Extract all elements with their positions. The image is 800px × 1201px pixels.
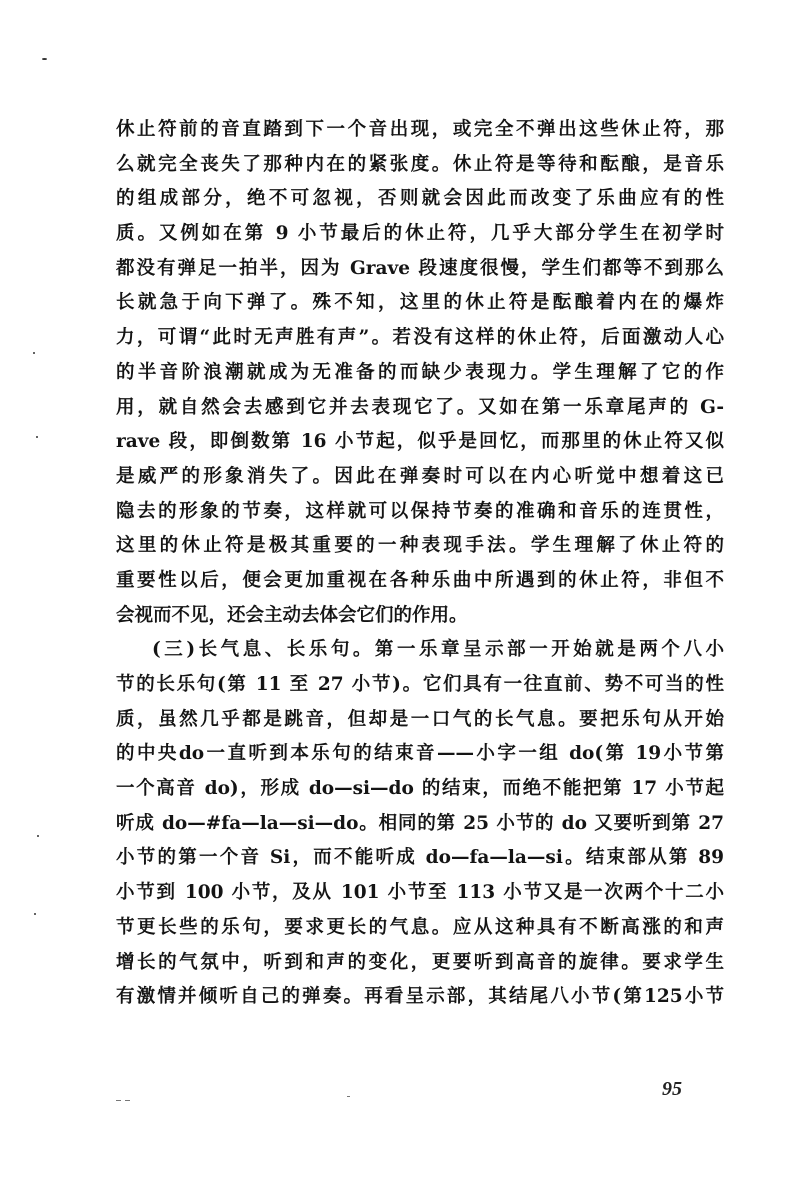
- text-line: 都没有弹足一拍半，因为 Grave 段速度很慢，学生们都等不到那么: [116, 257, 724, 279]
- body-text: [116, 113, 724, 1015]
- text-line: 么就完全丧失了那种内在的紧张度。休止符是等待和酝酿，是音乐: [116, 153, 724, 175]
- text-line: 一个高音 do)，形成 do—si—do 的结束，而绝不能把第 17 小节起: [116, 778, 724, 800]
- text-line: 小节到 100 小节，及从 101 小节至 113 小节又是一次两个十二小: [116, 882, 724, 904]
- scan-speck: [36, 436, 38, 438]
- text-line: 力，可谓“此时无声胜有声”。若没有这样的休止符，后面激动人心: [116, 327, 724, 349]
- scan-speck: [34, 913, 36, 915]
- text-line: 长就急于向下弹了。殊不知，这里的休止符是酝酿着内在的爆炸: [116, 292, 724, 314]
- page-number: 95: [662, 1078, 682, 1100]
- text-line: rave 段，即倒数第 16 小节起，似乎是回忆，而那里的休止符又似: [116, 431, 724, 453]
- scan-speck: [37, 835, 39, 837]
- text-line: 隐去的形象的节奏，这样就可以保持节奏的准确和音乐的连贯性，: [116, 500, 724, 522]
- scan-mark: [125, 1100, 130, 1101]
- scan-mark: [116, 1100, 121, 1101]
- text-line: 的中央do一直听到本乐句的结束音——小字一组 do(第 19小节第: [116, 743, 724, 765]
- paragraph-long-phrases: [116, 633, 724, 1015]
- text-line: 这里的休止符是极其重要的一种表现手法。学生理解了休止符的: [116, 535, 724, 557]
- text-line: 休止符前的音直踏到下一个音出现，或完全不弹出这些休止符，那: [116, 119, 724, 140]
- text-line: 听成 do—#fa—la—si—do。相同的第 25 小节的 do 又要听到第 27: [116, 812, 724, 834]
- scan-speck: [42, 58, 47, 60]
- text-line: 有激情并倾听自己的弹奏。再看呈示部，其结尾八小节(第125小节: [116, 986, 724, 1008]
- text-line: 质。又例如在第 9 小节最后的休止符，几乎大部分学生在初学时: [116, 223, 724, 245]
- text-line: 是威严的形象消失了。因此在弹奏时可以在内心听觉中想着这已: [116, 465, 724, 487]
- text-line: 节更长些的乐句，要求更长的气息。应从这种具有不断高涨的和声: [116, 916, 724, 938]
- paragraph-rests: [116, 113, 724, 633]
- text-line: 的组成部分，绝不可忽视，否则就会因此而改变了乐曲应有的性: [116, 188, 724, 210]
- text-line: 的半音阶浪潮就成为无准备的而缺少表现力。学生理解了它的作: [116, 361, 724, 383]
- section-heading-line: (三)长气息、长乐句。第一乐章呈示部一开始就是两个八小: [152, 639, 724, 661]
- text-line: 质，虽然几乎都是跳音，但却是一口气的长气息。要把乐句从开始: [116, 708, 724, 730]
- scan-mark: [347, 1096, 350, 1097]
- text-line: 重要性以后，便会更加重视在各种乐曲中所遇到的休止符，非但不: [116, 569, 724, 591]
- text-line: 会视而不见，还会主动去体会它们的作用。: [116, 604, 468, 626]
- text-line: 节的长乐句(第 11 至 27 小节)。它们具有一往直前、势不可当的性: [116, 674, 724, 695]
- text-line: 小节的第一个音 Si，而不能听成 do—fa—la—si。结束部从第 89: [116, 847, 724, 869]
- text-line: 增长的气氛中，听到和声的变化，更要听到高音的旋律。要求学生: [116, 951, 724, 973]
- text-line: 用，就自然会去感到它并去表现它了。又如在第一乐章尾声的 G-: [116, 396, 724, 418]
- scan-speck: [33, 352, 35, 354]
